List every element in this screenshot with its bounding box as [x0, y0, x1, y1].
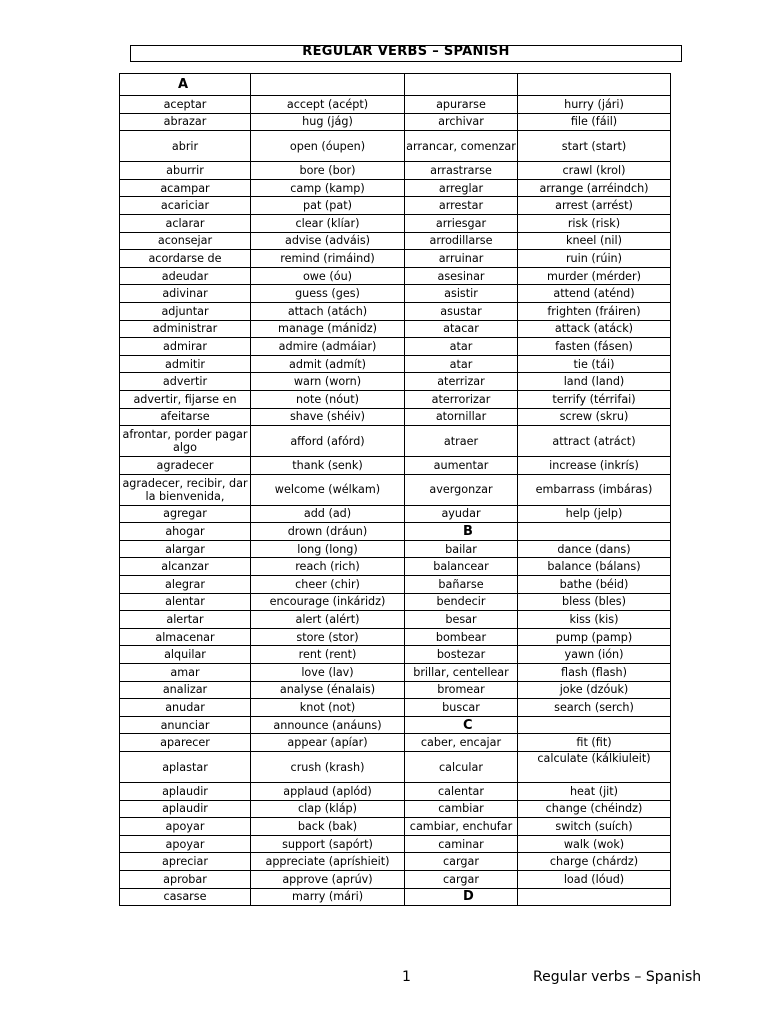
table-row [120, 611, 671, 629]
spanish-verb-cell: apoyar [120, 835, 251, 853]
spanish-verb-cell: arrastrarse [405, 162, 518, 180]
english-verb-cell: admire (admáiar) [251, 338, 405, 356]
english-verb-cell: cheer (chir) [251, 576, 405, 594]
english-verb-cell: rent (rent) [251, 646, 405, 664]
table-row [120, 408, 671, 426]
table-row [120, 197, 671, 215]
table-row [120, 474, 671, 505]
english-verb-cell: load (lóud) [518, 870, 671, 888]
english-verb-cell: attack (atáck) [518, 320, 671, 338]
spanish-verb-cell: adjuntar [120, 302, 251, 320]
table-row [120, 131, 671, 162]
spanish-verb-cell: alquilar [120, 646, 251, 664]
table-row [120, 593, 671, 611]
spanish-verb-cell: asesinar [405, 267, 518, 285]
english-verb-cell: fasten (fásen) [518, 338, 671, 356]
spanish-verb-cell: atar [405, 338, 518, 356]
spanish-verb-cell: administrar [120, 320, 251, 338]
spanish-verb-cell: caber, encajar [405, 734, 518, 752]
spanish-verb-cell: adivinar [120, 285, 251, 303]
english-verb-cell: advise (adváis) [251, 232, 405, 250]
table-row [120, 699, 671, 717]
english-verb-cell: remind (rimáind) [251, 250, 405, 268]
spanish-verb-cell: afrontar, porder pagar algo [120, 426, 251, 457]
english-verb-cell: applaud (aplód) [251, 783, 405, 801]
english-verb-cell: clear (klíar) [251, 214, 405, 232]
english-verb-cell: switch (suích) [518, 818, 671, 836]
footer-title: Regular verbs – Spanish [533, 969, 702, 985]
spanish-verb-cell: atraer [405, 426, 518, 457]
spanish-verb-cell: ahogar [120, 523, 251, 541]
table-row [120, 870, 671, 888]
spanish-verb-cell: aterrorizar [405, 390, 518, 408]
english-verb-cell: afford (afórd) [251, 426, 405, 457]
spanish-verb-cell: buscar [405, 699, 518, 717]
spanish-verb-cell: bendecir [405, 593, 518, 611]
spanish-verb-cell: anunciar [120, 716, 251, 734]
table-row [120, 734, 671, 752]
english-verb-cell: clap (kláp) [251, 800, 405, 818]
spanish-verb-cell: asustar [405, 302, 518, 320]
spanish-verb-cell: atacar [405, 320, 518, 338]
table-row [120, 302, 671, 320]
table-row [120, 664, 671, 682]
table-row [120, 523, 671, 541]
english-verb-cell: file (fáil) [518, 113, 671, 131]
english-verb-cell: embarrass (imbáras) [518, 474, 671, 505]
english-verb-cell: arrest (arrést) [518, 197, 671, 215]
spanish-verb-cell: advertir, fijarse en [120, 390, 251, 408]
english-verb-cell: change (chéindz) [518, 800, 671, 818]
spanish-verb-cell: aclarar [120, 214, 251, 232]
table-row [120, 390, 671, 408]
spanish-verb-cell: aceptar [120, 96, 251, 114]
spanish-verb-cell: aparecer [120, 734, 251, 752]
table-row [120, 646, 671, 664]
english-verb-cell: tie (tái) [518, 355, 671, 373]
spanish-verb-cell: brillar, centellear [405, 664, 518, 682]
spanish-verb-cell: alcanzar [120, 558, 251, 576]
english-verb-cell: drown (dráun) [251, 523, 405, 541]
spanish-verb-cell: casarse [120, 888, 251, 906]
english-verb-cell: bathe (béid) [518, 576, 671, 594]
english-verb-cell: warn (worn) [251, 373, 405, 391]
spanish-verb-cell: admirar [120, 338, 251, 356]
table-row [120, 540, 671, 558]
spanish-verb-cell: alentar [120, 593, 251, 611]
spanish-verb-cell: aburrir [120, 162, 251, 180]
english-verb-cell: note (nóut) [251, 390, 405, 408]
verbs-table [119, 73, 671, 906]
english-verb-cell: analyse (énalais) [251, 681, 405, 699]
spanish-verb-cell: atar [405, 355, 518, 373]
english-verb-cell: frighten (fráiren) [518, 302, 671, 320]
spanish-verb-cell: aumentar [405, 457, 518, 475]
table-row [120, 818, 671, 836]
english-verb-cell: back (bak) [251, 818, 405, 836]
spanish-verb-cell: cargar [405, 853, 518, 871]
table-row [120, 320, 671, 338]
spanish-verb-cell: agregar [120, 505, 251, 523]
table-row [120, 628, 671, 646]
spanish-verb-cell: apoyar [120, 818, 251, 836]
spanish-verb-cell: calentar [405, 783, 518, 801]
spanish-verb-cell: afeitarse [120, 408, 251, 426]
english-verb-cell: open (óupen) [251, 131, 405, 162]
spanish-verb-cell: abrir [120, 131, 251, 162]
english-verb-cell: attend (aténd) [518, 285, 671, 303]
spanish-verb-cell: caminar [405, 835, 518, 853]
table-row [120, 179, 671, 197]
table-row [120, 285, 671, 303]
english-verb-cell: fit (fit) [518, 734, 671, 752]
table-row [120, 716, 671, 734]
spanish-verb-cell: besar [405, 611, 518, 629]
spanish-verb-cell: apreciar [120, 853, 251, 871]
spanish-verb-cell: agradecer [120, 457, 251, 475]
english-verb-cell: add (ad) [251, 505, 405, 523]
english-verb-cell: hurry (jári) [518, 96, 671, 114]
english-verb-cell: support (sapórt) [251, 835, 405, 853]
title-box [130, 45, 682, 62]
english-verb-cell: appreciate (apríshieit) [251, 853, 405, 871]
english-verb-cell: calculate (kálkiuleit) [518, 752, 671, 783]
english-verb-cell: walk (wok) [518, 835, 671, 853]
spanish-verb-cell: archivar [405, 113, 518, 131]
spanish-verb-cell: agradecer, recibir, dar la bienvenida, [120, 474, 251, 505]
english-verb-cell [518, 523, 671, 541]
english-verb-cell: kneel (nil) [518, 232, 671, 250]
english-verb-cell: owe (óu) [251, 267, 405, 285]
spanish-verb-cell: aplaudir [120, 800, 251, 818]
spanish-verb-cell: acampar [120, 179, 251, 197]
spanish-verb-cell [405, 74, 518, 96]
spanish-verb-cell: bromear [405, 681, 518, 699]
table-row [120, 338, 671, 356]
english-verb-cell: long (long) [251, 540, 405, 558]
page-number: 1 [402, 969, 411, 985]
english-verb-cell: flash (flash) [518, 664, 671, 682]
spanish-verb-cell: balancear [405, 558, 518, 576]
spanish-verb-cell: aplastar [120, 752, 251, 783]
section-letter: B [405, 523, 518, 541]
section-letter: A [120, 74, 251, 96]
english-verb-cell: terrify (térrifai) [518, 390, 671, 408]
spanish-verb-cell: bañarse [405, 576, 518, 594]
spanish-verb-cell: bailar [405, 540, 518, 558]
spanish-verb-cell: amar [120, 664, 251, 682]
english-verb-cell: screw (skru) [518, 408, 671, 426]
english-verb-cell: announce (anáuns) [251, 716, 405, 734]
spanish-verb-cell: acariciar [120, 197, 251, 215]
table-row [120, 373, 671, 391]
spanish-verb-cell: arriesgar [405, 214, 518, 232]
spanish-verb-cell: aplaudir [120, 783, 251, 801]
english-verb-cell: approve (aprúv) [251, 870, 405, 888]
english-verb-cell: bless (bles) [518, 593, 671, 611]
section-letter: C [405, 716, 518, 734]
english-verb-cell: love (lav) [251, 664, 405, 682]
spanish-verb-cell: arruinar [405, 250, 518, 268]
table-row [120, 457, 671, 475]
english-verb-cell: crush (krash) [251, 752, 405, 783]
spanish-verb-cell: alegrar [120, 576, 251, 594]
english-verb-cell: heat (jit) [518, 783, 671, 801]
table-row [120, 250, 671, 268]
spanish-verb-cell: acordarse de [120, 250, 251, 268]
english-verb-cell: land (land) [518, 373, 671, 391]
english-verb-cell: balance (bálans) [518, 558, 671, 576]
english-verb-cell [518, 74, 671, 96]
spanish-verb-cell: asistir [405, 285, 518, 303]
spanish-verb-cell: bombear [405, 628, 518, 646]
spanish-verb-cell: almacenar [120, 628, 251, 646]
table-row [120, 681, 671, 699]
section-letter: D [405, 888, 518, 906]
english-verb-cell: thank (senk) [251, 457, 405, 475]
english-verb-cell: alert (alért) [251, 611, 405, 629]
table-row [120, 835, 671, 853]
table-row [120, 800, 671, 818]
english-verb-cell: pump (pamp) [518, 628, 671, 646]
spanish-verb-cell: atornillar [405, 408, 518, 426]
table-row [120, 783, 671, 801]
table-row [120, 96, 671, 114]
english-verb-cell: ruin (rúin) [518, 250, 671, 268]
english-verb-cell: pat (pat) [251, 197, 405, 215]
english-verb-cell: yawn (ión) [518, 646, 671, 664]
english-verb-cell: guess (ges) [251, 285, 405, 303]
english-verb-cell: arrange (arréindch) [518, 179, 671, 197]
english-verb-cell: camp (kamp) [251, 179, 405, 197]
english-verb-cell: bore (bor) [251, 162, 405, 180]
table-row [120, 232, 671, 250]
english-verb-cell: welcome (wélkam) [251, 474, 405, 505]
english-verb-cell: shave (shéiv) [251, 408, 405, 426]
page-title: REGULAR VERBS – SPANISH [302, 44, 510, 59]
english-verb-cell: search (serch) [518, 699, 671, 717]
english-verb-cell: joke (dzóuk) [518, 681, 671, 699]
english-verb-cell: murder (mérder) [518, 267, 671, 285]
english-verb-cell: store (stor) [251, 628, 405, 646]
table-row [120, 355, 671, 373]
english-verb-cell: knot (not) [251, 699, 405, 717]
spanish-verb-cell: ayudar [405, 505, 518, 523]
table-row [120, 505, 671, 523]
english-verb-cell: appear (apíar) [251, 734, 405, 752]
spanish-verb-cell: avergonzar [405, 474, 518, 505]
table-row [120, 214, 671, 232]
english-verb-cell: risk (risk) [518, 214, 671, 232]
spanish-verb-cell: calcular [405, 752, 518, 783]
table-row [120, 267, 671, 285]
spanish-verb-cell: adeudar [120, 267, 251, 285]
english-verb-cell: start (start) [518, 131, 671, 162]
english-verb-cell [518, 888, 671, 906]
spanish-verb-cell: aterrizar [405, 373, 518, 391]
english-verb-cell: marry (mári) [251, 888, 405, 906]
table-row [120, 113, 671, 131]
table-row [120, 888, 671, 906]
english-verb-cell: increase (inkrís) [518, 457, 671, 475]
english-verb-cell: kiss (kis) [518, 611, 671, 629]
english-verb-cell: encourage (inkáridz) [251, 593, 405, 611]
spanish-verb-cell: cargar [405, 870, 518, 888]
spanish-verb-cell: aconsejar [120, 232, 251, 250]
spanish-verb-cell: analizar [120, 681, 251, 699]
spanish-verb-cell: abrazar [120, 113, 251, 131]
english-verb-cell [518, 716, 671, 734]
english-verb-cell: help (jelp) [518, 505, 671, 523]
table-row [120, 752, 671, 783]
english-verb-cell: dance (dans) [518, 540, 671, 558]
spanish-verb-cell: advertir [120, 373, 251, 391]
english-verb-cell: accept (acépt) [251, 96, 405, 114]
english-verb-cell: attract (atráct) [518, 426, 671, 457]
spanish-verb-cell: aprobar [120, 870, 251, 888]
spanish-verb-cell: cambiar [405, 800, 518, 818]
english-verb-cell: charge (chárdz) [518, 853, 671, 871]
table-row [120, 576, 671, 594]
spanish-verb-cell: arreglar [405, 179, 518, 197]
english-verb-cell: admit (admít) [251, 355, 405, 373]
spanish-verb-cell: cambiar, enchufar [405, 818, 518, 836]
spanish-verb-cell: anudar [120, 699, 251, 717]
table-row [120, 853, 671, 871]
spanish-verb-cell: admitir [120, 355, 251, 373]
english-verb-cell: crawl (krol) [518, 162, 671, 180]
spanish-verb-cell: alargar [120, 540, 251, 558]
spanish-verb-cell: alertar [120, 611, 251, 629]
spanish-verb-cell: apurarse [405, 96, 518, 114]
table-row [120, 162, 671, 180]
english-verb-cell: attach (atách) [251, 302, 405, 320]
table-row [120, 74, 671, 96]
table-row [120, 558, 671, 576]
table-row [120, 426, 671, 457]
spanish-verb-cell: arrodillarse [405, 232, 518, 250]
english-verb-cell: manage (mánidz) [251, 320, 405, 338]
english-verb-cell: reach (rich) [251, 558, 405, 576]
spanish-verb-cell: arrancar, comenzar [405, 131, 518, 162]
spanish-verb-cell: bostezar [405, 646, 518, 664]
english-verb-cell: hug (jág) [251, 113, 405, 131]
spanish-verb-cell: arrestar [405, 197, 518, 215]
english-verb-cell [251, 74, 405, 96]
